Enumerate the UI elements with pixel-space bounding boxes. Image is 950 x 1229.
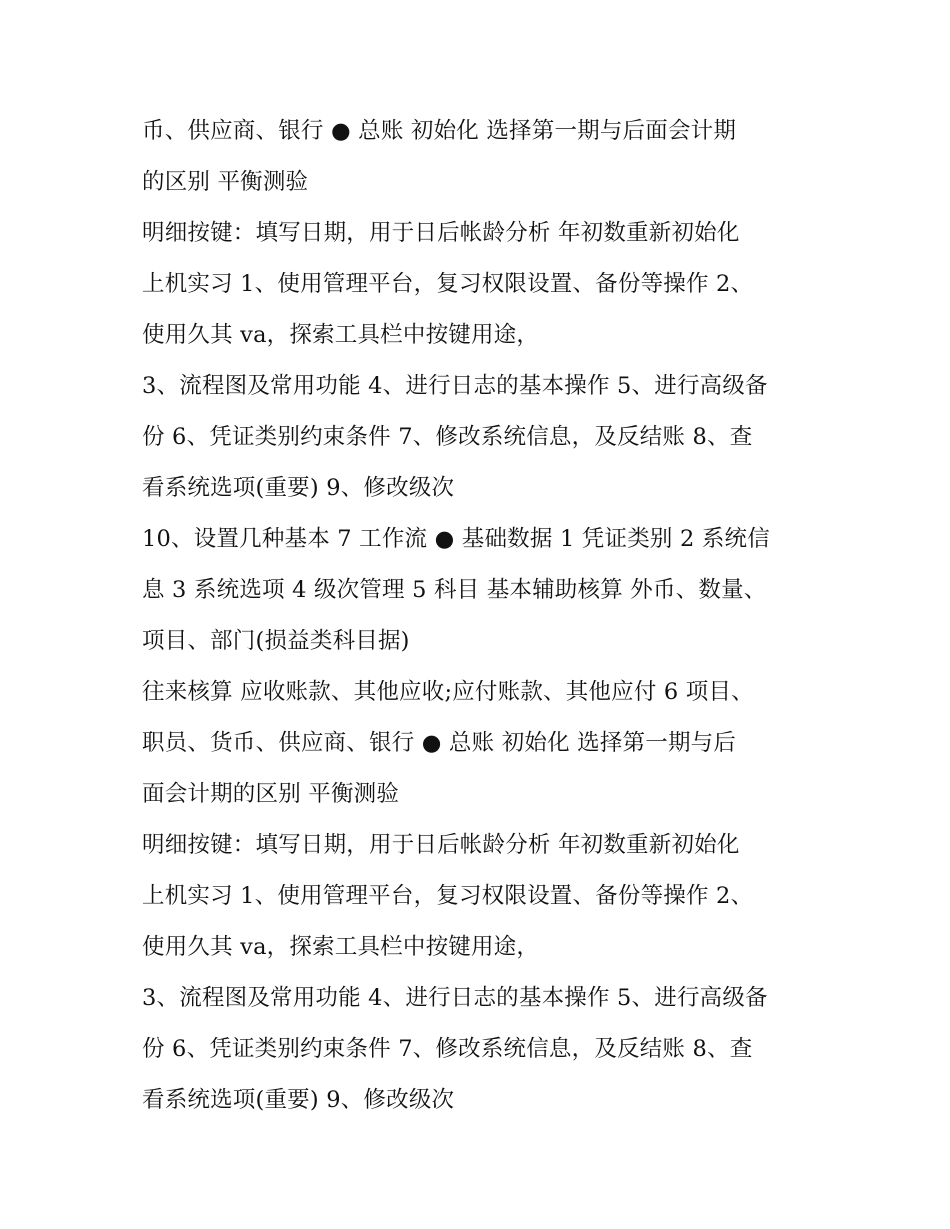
text-line: 的区别 平衡测验 [142,169,309,195]
text-line: 币、供应商、银行 ● 总账 初始化 选择第一期与后面会计期 [142,118,737,144]
text-line: 上机实习 1、使用管理平台，复习权限设置、备份等操作 2、 [142,883,754,909]
text-line: 面会计期的区别 平衡测验 [142,781,400,807]
text-line: 项目、部门(损益类科目据) [142,628,410,654]
text-line: 份 6、凭证类别约束条件 7、修改系统信息，及反结账 8、查 [142,424,753,450]
text-line: 看系统选项(重要) 9、修改级次 [142,475,455,501]
document-body [142,106,822,1126]
text-line: 职员、货币、供应商、银行 ● 总账 初始化 选择第一期与后 [142,730,737,756]
text-line: 3、流程图及常用功能 4、进行日志的基本操作 5、进行高级备 [142,373,768,399]
text-line: 上机实习 1、使用管理平台，复习权限设置、备份等操作 2、 [142,271,754,297]
text-line: 使用久其 va，探索工具栏中按键用途， [142,322,540,348]
text-line: 3、流程图及常用功能 4、进行日志的基本操作 5、进行高级备 [142,985,768,1011]
text-line: 10、设置几种基本 7 工作流 ● 基础数据 1 凭证类别 2 系统信 [142,526,770,552]
text-line: 明细按键：填写日期，用于日后帐龄分析 年初数重新初始化 [142,220,740,246]
text-line: 明细按键：填写日期，用于日后帐龄分析 年初数重新初始化 [142,832,740,858]
text-line: 息 3 系统选项 4 级次管理 5 科目 基本辅助核算 外币、数量、 [142,577,767,603]
text-line: 使用久其 va，探索工具栏中按键用途， [142,934,540,960]
text-line: 往来核算 应收账款、其他应收;应付账款、其他应付 6 项目、 [142,679,754,705]
text-line: 看系统选项(重要) 9、修改级次 [142,1087,455,1113]
text-line: 份 6、凭证类别约束条件 7、修改系统信息，及反结账 8、查 [142,1036,753,1062]
